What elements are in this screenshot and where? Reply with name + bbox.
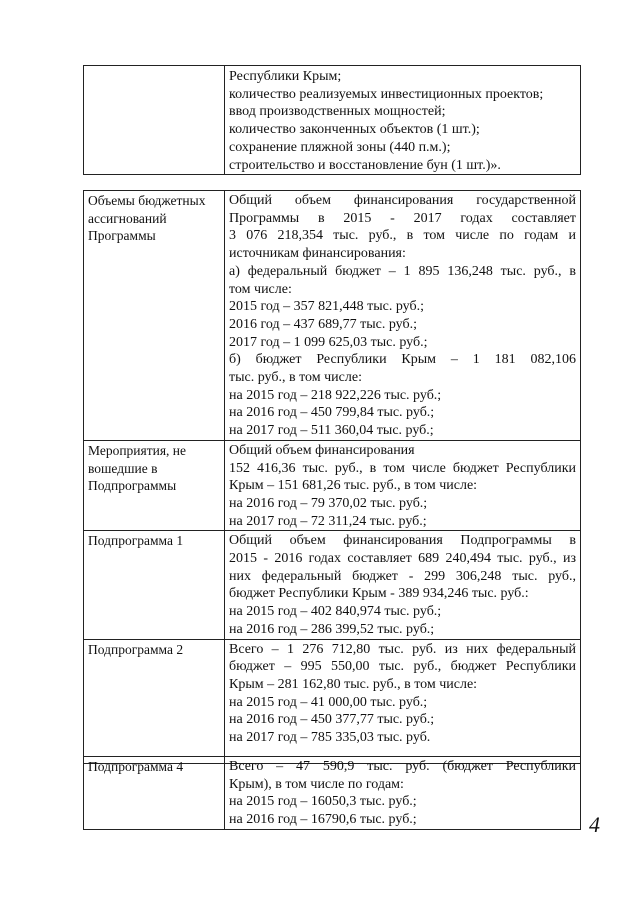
table-row [84,191,581,441]
content-cell [225,440,581,531]
table-row [84,440,581,531]
label-cell [84,757,225,830]
label-cell [84,531,225,639]
text-line: на 2016 год – 450 799,84 тыс. руб.; [229,405,435,421]
text-line: Программы в 2015 - 2017 годах составляет [229,210,576,226]
text-line: источникам финансирования: [229,246,406,262]
text-line: Крым), в том числе по годам: [229,776,404,792]
text-line: на 2016 год – 79 370,02 тыс. руб.; [229,495,428,511]
text-line: сохранение пляжной зоны (440 п.м.); [229,139,451,155]
row-label-line: Подпрограмма 4 [88,759,184,774]
text-line: количество реализуемых инвестиционных проектов; [229,86,544,102]
text-line: 152 416,36 тыс. руб., в том числе бюджет Республики [229,460,576,476]
content-cell [225,191,581,441]
label-cell [84,191,225,441]
content-cell [225,66,581,175]
text-line: ввод производственных мощностей; [229,104,446,120]
text-line: 2015 - 2016 годах составляет 689 240,494 тыс. руб., из [229,551,576,567]
row-label-line: Программы [88,228,156,244]
text-line: Общий объем финансирования Подпрограммы в [229,533,576,549]
row-label-line: Подпрограммы [88,478,177,494]
table-row [84,757,581,830]
text-line: 3 076 218,354 тыс. руб., в том числе по годам и [229,228,576,244]
text-line: них федеральный бюджет - 299 306,248 тыс. руб., [229,568,576,584]
text-line: на 2017 год – 785 335,03 тыс. руб. [229,730,431,746]
table-row [84,66,581,175]
text-line: на 2017 год – 511 360,04 тыс. руб.; [229,423,434,439]
text-line: строительство и восстановление бун (1 шт.)». [229,157,501,173]
text-line: Республики Крым; [229,69,342,84]
text-line: том числе: [229,281,292,297]
label-cell [84,639,225,763]
row-label-line: Объемы бюджетных [88,193,206,208]
text-line: бюджет – 995 550,00 тыс. руб., бюджет Республики [229,659,576,675]
text-line: Крым – 151 681,26 тыс. руб., в том числе: [229,478,478,494]
text-line: Всего – 47 590,9 тыс. руб. (бюджет Республики [229,759,576,774]
row-label-line: ассигнований [88,210,167,226]
row-label-line: вошедшие в [88,460,158,476]
text-line: 2017 год – 1 099 625,03 тыс. руб.; [229,334,428,350]
page-number-mark: 4 [589,812,600,837]
content-cell [225,639,581,763]
text-line: Всего – 1 276 712,80 тыс. руб. из них федеральный [229,641,576,657]
label-cell [84,440,225,531]
text-line: Крым – 281 162,80 тыс. руб., в том числе: [229,676,478,692]
table-budget [83,190,581,764]
text-line: на 2016 год – 286 399,52 тыс. руб.; [229,621,435,637]
text-line: 2015 год – 357 821,448 тыс. руб.; [229,299,424,315]
table-continuation [83,65,581,175]
table-subprogram-4 [83,756,581,830]
table-row [84,531,581,639]
text-line: а) федеральный бюджет – 1 895 136,248 тыс. руб., в [229,263,576,279]
text-line: на 2016 год – 450 377,77 тыс. руб.; [229,712,435,728]
text-line: Общий объем финансирования государственной [229,193,576,208]
row-label-line: Мероприятия, не [88,442,187,458]
text-line: на 2015 год – 41 000,00 тыс. руб.; [229,694,428,710]
text-line: на 2016 год – 16790,6 тыс. руб.; [229,812,417,828]
text-line: на 2015 год – 16050,3 тыс. руб.; [229,794,417,810]
text-line: на 2017 год – 72 311,24 тыс. руб.; [229,513,427,529]
content-cell [225,531,581,639]
text-line: 2016 год – 437 689,77 тыс. руб.; [229,316,417,332]
text-line: количество законченных объектов (1 шт.); [229,122,480,138]
row-label-line: Подпрограмма 2 [88,641,184,657]
text-line: на 2015 год – 402 840,974 тыс. руб.; [229,604,442,620]
text-line: на 2015 год – 218 922,226 тыс. руб.; [229,387,442,403]
text-line: тыс. руб., в том числе: [229,370,362,386]
label-cell [84,66,225,175]
row-label-line: Подпрограмма 1 [88,533,184,549]
content-cell [225,757,581,830]
text-line: Общий объем финансирования [229,442,415,458]
table-row [84,639,581,763]
text-line: бюджет Республики Крым - 389 934,246 тыс. руб.: [229,586,529,602]
text-line: б) бюджет Республики Крым – 1 181 082,106 [229,352,576,368]
